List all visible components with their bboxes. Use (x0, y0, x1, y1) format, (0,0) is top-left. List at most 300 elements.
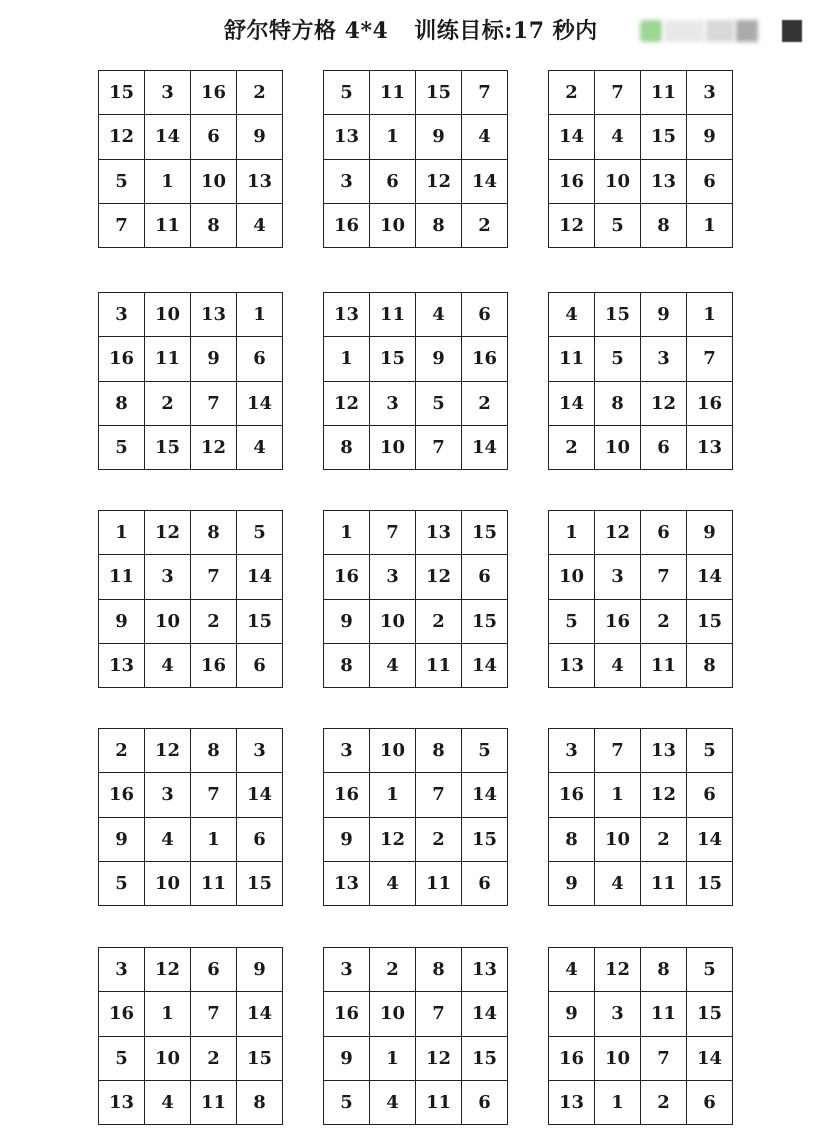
grid-cell[interactable]: 9 (687, 511, 733, 555)
grid-cell[interactable]: 5 (99, 1036, 145, 1080)
grid-cell[interactable]: 1 (191, 817, 237, 861)
grid-cell[interactable]: 16 (595, 599, 641, 643)
grid-cell[interactable]: 11 (641, 71, 687, 115)
grid-cell[interactable]: 7 (595, 71, 641, 115)
grid-row (324, 511, 508, 555)
grid-cell[interactable]: 2 (462, 203, 508, 247)
grid-row (324, 555, 508, 599)
grid-row (324, 1080, 508, 1124)
grid-cell[interactable]: 5 (416, 381, 462, 425)
grid-row (549, 992, 733, 1036)
grid-cell[interactable]: 15 (462, 1036, 508, 1080)
grid-cell[interactable]: 11 (99, 555, 145, 599)
grid-cell[interactable]: 7 (416, 992, 462, 1036)
grid-cell[interactable]: 12 (549, 203, 595, 247)
grid-cell[interactable]: 16 (324, 773, 370, 817)
grid-cell[interactable]: 9 (237, 948, 283, 992)
grid-row (99, 992, 283, 1036)
grid-cell[interactable]: 4 (370, 1080, 416, 1124)
grid-cell[interactable]: 14 (462, 773, 508, 817)
grid-cell[interactable]: 6 (237, 643, 283, 687)
schulte-grid-3 (548, 70, 733, 248)
grid-cell[interactable]: 14 (237, 381, 283, 425)
grid-cell[interactable]: 13 (687, 425, 733, 469)
grid-cell[interactable]: 9 (641, 293, 687, 337)
grid-cell[interactable]: 11 (641, 861, 687, 905)
grid-cell[interactable]: 9 (191, 337, 237, 381)
grid-cell[interactable]: 2 (237, 71, 283, 115)
grid-cell[interactable]: 2 (641, 599, 687, 643)
grid-cell[interactable]: 11 (549, 337, 595, 381)
grid-cell[interactable]: 12 (370, 817, 416, 861)
grid-cell[interactable]: 12 (595, 948, 641, 992)
grid-cell[interactable]: 3 (595, 555, 641, 599)
grid-cell[interactable]: 5 (237, 511, 283, 555)
grid-cell[interactable]: 13 (324, 861, 370, 905)
grid-cell[interactable]: 4 (370, 861, 416, 905)
grid-cell[interactable]: 8 (237, 1080, 283, 1124)
title-part-1: 舒尔特方格 4*4 (224, 18, 389, 44)
grid-cell[interactable]: 15 (237, 1036, 283, 1080)
grid-cell[interactable]: 10 (145, 293, 191, 337)
grid-row (549, 1036, 733, 1080)
grid-cell[interactable]: 8 (416, 203, 462, 247)
schulte-grid-6 (548, 292, 733, 470)
grid-row (549, 425, 733, 469)
schulte-grid-9 (548, 510, 733, 688)
grid-cell[interactable]: 12 (416, 1036, 462, 1080)
grid-row (99, 337, 283, 381)
grid-cell[interactable]: 15 (237, 861, 283, 905)
grid-cell[interactable]: 16 (191, 643, 237, 687)
grid-cell[interactable]: 1 (324, 337, 370, 381)
grid-cell[interactable]: 14 (549, 381, 595, 425)
grid-cell[interactable]: 7 (99, 203, 145, 247)
schulte-grid-4 (98, 292, 283, 470)
grid-cell[interactable]: 4 (595, 115, 641, 159)
grid-cell[interactable]: 1 (687, 293, 733, 337)
grid-row (99, 159, 283, 203)
grid-cell[interactable]: 8 (549, 817, 595, 861)
grid-cell[interactable]: 16 (324, 555, 370, 599)
grid-cell[interactable]: 7 (416, 425, 462, 469)
grid-cell[interactable]: 13 (641, 729, 687, 773)
grid-cell[interactable]: 14 (462, 992, 508, 1036)
grid-cell[interactable]: 5 (324, 71, 370, 115)
grid-cell[interactable]: 1 (370, 115, 416, 159)
grid-cell[interactable]: 13 (99, 1080, 145, 1124)
grid-cell[interactable]: 4 (595, 643, 641, 687)
grid-cell[interactable]: 11 (145, 203, 191, 247)
grid-cell[interactable]: 3 (370, 381, 416, 425)
grid-row (324, 599, 508, 643)
grid-row (549, 293, 733, 337)
grid-row (99, 293, 283, 337)
grid-cell[interactable]: 7 (191, 555, 237, 599)
grid-cell[interactable]: 9 (324, 1036, 370, 1080)
grid-cell[interactable]: 14 (687, 555, 733, 599)
grid-cell[interactable]: 11 (370, 293, 416, 337)
grid-row (99, 203, 283, 247)
grid-row (99, 599, 283, 643)
grid-cell[interactable]: 4 (549, 293, 595, 337)
grid-cell[interactable]: 13 (324, 293, 370, 337)
grid-cell[interactable]: 10 (145, 861, 191, 905)
grid-cell[interactable]: 2 (416, 817, 462, 861)
grid-cell[interactable]: 4 (145, 817, 191, 861)
grid-cell[interactable]: 9 (324, 599, 370, 643)
grid-row (99, 115, 283, 159)
grid-row (99, 425, 283, 469)
grid-cell[interactable]: 4 (595, 861, 641, 905)
grid-row (324, 948, 508, 992)
grid-row (99, 1080, 283, 1124)
grid-cell[interactable]: 9 (416, 337, 462, 381)
grid-cell[interactable]: 3 (324, 729, 370, 773)
grid-row (549, 861, 733, 905)
grid-cell[interactable]: 16 (687, 381, 733, 425)
grid-cell[interactable]: 1 (145, 159, 191, 203)
grid-cell[interactable]: 10 (549, 555, 595, 599)
grid-row (324, 381, 508, 425)
grid-cell[interactable]: 5 (99, 861, 145, 905)
grid-cell[interactable]: 3 (324, 159, 370, 203)
grid-cell[interactable]: 7 (595, 729, 641, 773)
grid-cell[interactable]: 9 (687, 115, 733, 159)
grid-row (324, 1036, 508, 1080)
schulte-grid-8 (323, 510, 508, 688)
grid-cell[interactable]: 10 (191, 159, 237, 203)
grid-cell[interactable]: 10 (145, 599, 191, 643)
grid-cell[interactable]: 15 (462, 599, 508, 643)
grid-cell[interactable]: 1 (370, 1036, 416, 1080)
grid-cell[interactable]: 6 (687, 773, 733, 817)
grid-cell[interactable]: 1 (595, 1080, 641, 1124)
grid-cell[interactable]: 2 (99, 729, 145, 773)
grid-cell[interactable]: 12 (145, 511, 191, 555)
grid-cell[interactable]: 8 (191, 729, 237, 773)
grid-cell[interactable]: 10 (145, 1036, 191, 1080)
blurred-block (664, 20, 704, 42)
grid-cell[interactable]: 15 (687, 861, 733, 905)
grid-cell[interactable]: 4 (237, 203, 283, 247)
schulte-grid-13 (98, 947, 283, 1125)
grid-cell[interactable]: 16 (324, 203, 370, 247)
grid-cell[interactable]: 5 (324, 1080, 370, 1124)
grid-cell[interactable]: 8 (99, 381, 145, 425)
grid-cell[interactable]: 10 (595, 817, 641, 861)
grid-cell[interactable]: 14 (237, 555, 283, 599)
grid-cell[interactable]: 14 (237, 773, 283, 817)
grid-cell[interactable]: 12 (99, 115, 145, 159)
grid-row (549, 817, 733, 861)
grid-cell[interactable]: 5 (462, 729, 508, 773)
grid-cell[interactable]: 8 (324, 425, 370, 469)
grid-cell[interactable]: 4 (370, 643, 416, 687)
grid-cell[interactable]: 8 (191, 203, 237, 247)
grid-cell[interactable]: 14 (687, 1036, 733, 1080)
grid-cell[interactable]: 4 (145, 643, 191, 687)
schulte-grid-14 (323, 947, 508, 1125)
grid-cell[interactable]: 16 (549, 159, 595, 203)
grid-cell[interactable]: 13 (191, 293, 237, 337)
grid-cell[interactable]: 1 (549, 511, 595, 555)
grid-cell[interactable]: 8 (324, 643, 370, 687)
grid-cell[interactable]: 11 (641, 643, 687, 687)
grid-cell[interactable]: 14 (462, 643, 508, 687)
grid-cell[interactable]: 16 (324, 992, 370, 1036)
grid-cell[interactable]: 13 (462, 948, 508, 992)
grid-cell[interactable]: 6 (687, 1080, 733, 1124)
grid-cell[interactable]: 1 (99, 511, 145, 555)
grid-cell[interactable]: 6 (462, 293, 508, 337)
grid-cell[interactable]: 12 (145, 729, 191, 773)
grid-cell[interactable]: 6 (237, 817, 283, 861)
grid-cell[interactable]: 2 (191, 599, 237, 643)
grid-cell[interactable]: 1 (237, 293, 283, 337)
grid-cell[interactable]: 10 (370, 729, 416, 773)
grid-row (324, 203, 508, 247)
grid-cell[interactable]: 1 (370, 773, 416, 817)
grid-row (99, 773, 283, 817)
grid-cell[interactable]: 5 (99, 159, 145, 203)
grid-cell[interactable]: 8 (641, 203, 687, 247)
grid-cell[interactable]: 8 (191, 511, 237, 555)
grid-cell[interactable]: 7 (462, 71, 508, 115)
grid-cell[interactable]: 3 (145, 773, 191, 817)
grid-cell[interactable]: 6 (641, 425, 687, 469)
grid-cell[interactable]: 9 (324, 817, 370, 861)
grid-cell[interactable]: 8 (641, 948, 687, 992)
schulte-grid-11 (323, 728, 508, 906)
grid-cell[interactable]: 15 (462, 817, 508, 861)
grid-cell[interactable]: 15 (237, 599, 283, 643)
grid-cell[interactable]: 3 (549, 729, 595, 773)
grid-cell[interactable]: 7 (687, 337, 733, 381)
grid-cell[interactable]: 10 (370, 599, 416, 643)
grid-cell[interactable]: 5 (687, 948, 733, 992)
grid-cell[interactable]: 12 (641, 773, 687, 817)
grid-cell[interactable]: 6 (641, 511, 687, 555)
grid-cell[interactable]: 10 (595, 425, 641, 469)
grid-cell[interactable]: 6 (191, 948, 237, 992)
grid-cell[interactable]: 14 (145, 115, 191, 159)
grid-cell[interactable]: 7 (370, 511, 416, 555)
grid-cell[interactable]: 10 (370, 992, 416, 1036)
schulte-grid-2 (323, 70, 508, 248)
grid-cell[interactable]: 2 (191, 1036, 237, 1080)
grid-cell[interactable]: 3 (99, 948, 145, 992)
grid-row (549, 1080, 733, 1124)
grid-cell[interactable]: 11 (416, 643, 462, 687)
grid-cell[interactable]: 5 (595, 337, 641, 381)
grid-cell[interactable]: 16 (549, 1036, 595, 1080)
grid-row (324, 643, 508, 687)
grid-cell[interactable]: 6 (462, 861, 508, 905)
grid-cell[interactable]: 2 (416, 599, 462, 643)
grid-cell[interactable]: 1 (687, 203, 733, 247)
page-title (224, 14, 598, 45)
grid-row (549, 159, 733, 203)
grid-cell[interactable]: 4 (237, 425, 283, 469)
grid-cell[interactable]: 12 (595, 511, 641, 555)
grid-cell[interactable]: 16 (191, 71, 237, 115)
grid-cell[interactable]: 7 (191, 381, 237, 425)
grid-cell[interactable]: 8 (416, 948, 462, 992)
grid-cell[interactable]: 4 (145, 1080, 191, 1124)
grid-row (99, 861, 283, 905)
grid-cell[interactable]: 9 (237, 115, 283, 159)
grid-cell[interactable]: 11 (416, 1080, 462, 1124)
grid-row (324, 425, 508, 469)
grid-cell[interactable]: 15 (416, 71, 462, 115)
grid-cell[interactable]: 15 (687, 599, 733, 643)
grid-cell[interactable]: 14 (462, 159, 508, 203)
grid-row (549, 511, 733, 555)
grid-row (324, 861, 508, 905)
grid-cell[interactable]: 3 (687, 71, 733, 115)
grid-cell[interactable]: 12 (641, 381, 687, 425)
blurred-watermark (640, 18, 810, 46)
grid-cell[interactable]: 13 (324, 115, 370, 159)
grid-cell[interactable]: 11 (416, 861, 462, 905)
grid-row (549, 71, 733, 115)
grid-cell[interactable]: 10 (370, 425, 416, 469)
grid-row (324, 71, 508, 115)
grid-cell[interactable]: 3 (595, 992, 641, 1036)
grid-cell[interactable]: 13 (549, 1080, 595, 1124)
grid-row (549, 599, 733, 643)
grid-cell[interactable]: 7 (191, 992, 237, 1036)
grid-cell[interactable]: 7 (416, 773, 462, 817)
grid-cell[interactable]: 16 (99, 337, 145, 381)
grid-cell[interactable]: 12 (416, 555, 462, 599)
grid-cell[interactable]: 12 (191, 425, 237, 469)
grid-cell[interactable]: 3 (641, 337, 687, 381)
grid-cell[interactable]: 8 (687, 643, 733, 687)
grid-cell[interactable]: 16 (462, 337, 508, 381)
grid-row (99, 817, 283, 861)
grid-cell[interactable]: 4 (416, 293, 462, 337)
grid-row (549, 773, 733, 817)
grid-cell[interactable]: 15 (595, 293, 641, 337)
grid-cell[interactable]: 12 (416, 159, 462, 203)
grid-cell[interactable]: 1 (595, 773, 641, 817)
grid-cell[interactable]: 14 (687, 817, 733, 861)
grid-cell[interactable]: 3 (237, 729, 283, 773)
grid-cell[interactable]: 9 (549, 992, 595, 1036)
grid-cell[interactable]: 7 (191, 773, 237, 817)
grid-cell[interactable]: 16 (99, 992, 145, 1036)
grid-cell[interactable]: 9 (549, 861, 595, 905)
grid-cell[interactable]: 16 (99, 773, 145, 817)
grid-cell[interactable]: 3 (99, 293, 145, 337)
grid-cell[interactable]: 1 (145, 992, 191, 1036)
grid-cell[interactable]: 1 (324, 511, 370, 555)
grid-cell[interactable]: 2 (462, 381, 508, 425)
grid-cell[interactable]: 15 (462, 511, 508, 555)
grid-cell[interactable]: 2 (145, 381, 191, 425)
grid-cell[interactable]: 14 (549, 115, 595, 159)
grid-cell[interactable]: 11 (191, 1080, 237, 1124)
grid-cell[interactable]: 13 (416, 511, 462, 555)
grid-cell[interactable]: 5 (687, 729, 733, 773)
grid-cell[interactable]: 7 (641, 1036, 687, 1080)
schulte-grid-7 (98, 510, 283, 688)
grid-cell[interactable]: 15 (641, 115, 687, 159)
grid-cell[interactable]: 12 (324, 381, 370, 425)
grid-cell[interactable]: 15 (145, 425, 191, 469)
grid-cell[interactable]: 14 (462, 425, 508, 469)
grid-cell[interactable]: 6 (687, 159, 733, 203)
grid-cell[interactable]: 12 (145, 948, 191, 992)
grid-cell[interactable]: 2 (549, 425, 595, 469)
grid-cell[interactable]: 9 (99, 599, 145, 643)
grid-cell[interactable]: 4 (462, 115, 508, 159)
grid-cell[interactable]: 13 (641, 159, 687, 203)
grid-cell[interactable]: 2 (641, 1080, 687, 1124)
grid-cell[interactable]: 5 (595, 203, 641, 247)
blurred-block (706, 20, 734, 42)
grid-cell[interactable]: 3 (324, 948, 370, 992)
grid-cell[interactable]: 11 (370, 71, 416, 115)
grid-row (99, 381, 283, 425)
grid-cell[interactable]: 10 (370, 203, 416, 247)
grid-cell[interactable]: 11 (145, 337, 191, 381)
grid-cell[interactable]: 13 (237, 159, 283, 203)
grid-cell[interactable]: 5 (549, 599, 595, 643)
grid-cell[interactable]: 15 (687, 992, 733, 1036)
grid-cell[interactable]: 3 (145, 555, 191, 599)
grid-cell[interactable]: 11 (191, 861, 237, 905)
grid-row (324, 729, 508, 773)
grid-cell[interactable]: 10 (595, 159, 641, 203)
grid-cell[interactable]: 13 (99, 643, 145, 687)
grid-cell[interactable]: 16 (549, 773, 595, 817)
grid-cell[interactable]: 6 (237, 337, 283, 381)
grid-row (99, 511, 283, 555)
grid-cell[interactable]: 2 (549, 71, 595, 115)
grid-cell[interactable]: 6 (462, 1080, 508, 1124)
grid-cell[interactable]: 3 (370, 555, 416, 599)
grid-cell[interactable]: 15 (370, 337, 416, 381)
grid-row (99, 948, 283, 992)
blurred-block (782, 20, 802, 42)
grid-cell[interactable]: 6 (462, 555, 508, 599)
grid-cell[interactable]: 13 (549, 643, 595, 687)
grid-cell[interactable]: 6 (191, 115, 237, 159)
grid-cell[interactable]: 8 (595, 381, 641, 425)
grid-cell[interactable]: 14 (237, 992, 283, 1036)
grid-cell[interactable]: 11 (641, 992, 687, 1036)
schulte-grid-5 (323, 292, 508, 470)
grid-row (99, 643, 283, 687)
grid-cell[interactable]: 10 (595, 1036, 641, 1080)
grid-cell[interactable]: 2 (370, 948, 416, 992)
grid-cell[interactable]: 5 (99, 425, 145, 469)
grid-cell[interactable]: 7 (641, 555, 687, 599)
grid-row (549, 203, 733, 247)
grid-row (549, 643, 733, 687)
grid-cell[interactable]: 4 (549, 948, 595, 992)
grid-cell[interactable]: 9 (99, 817, 145, 861)
grid-cell[interactable]: 6 (370, 159, 416, 203)
grid-cell[interactable]: 3 (145, 71, 191, 115)
grid-cell[interactable]: 2 (641, 817, 687, 861)
grid-cell[interactable]: 9 (416, 115, 462, 159)
grid-cell[interactable]: 8 (416, 729, 462, 773)
grid-cell[interactable]: 15 (99, 71, 145, 115)
